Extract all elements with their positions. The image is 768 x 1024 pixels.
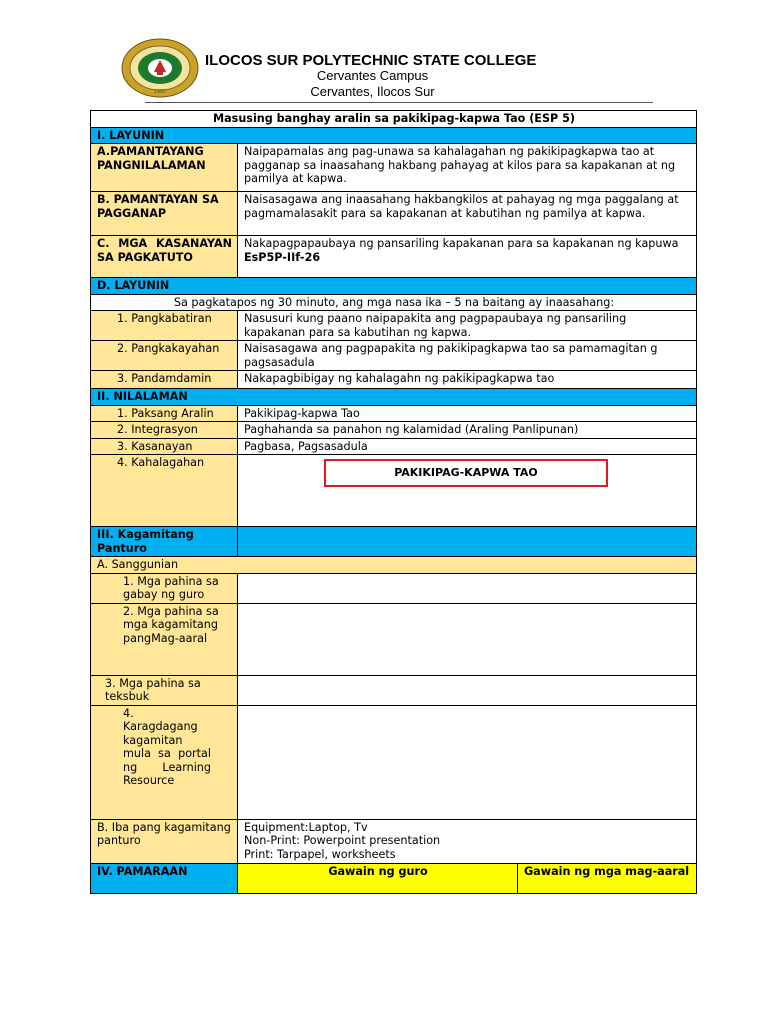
pamantayang-pangnilalaman-label: A.PAMANTAYANG PANGNILALAMAN: [91, 144, 238, 192]
equipment-line: Equipment:Laptop, Tv: [244, 820, 368, 834]
pandamdamin-text: Nakapagbibigay ng kahalagahn ng pakikipagkapwa tao: [238, 371, 697, 389]
competency-code: EsP5P-IIf-26: [244, 250, 321, 264]
pamantayan-sa-pagganap-text: Naisasagawa ang inaasahang hakbangkilos at pahayag ng mga paggalang at pagmamalasakit para sa kapakanan at kabutihan ng pamilya at kapwa.: [238, 192, 697, 236]
campus-location: Cervantes, Ilocos Sur: [310, 84, 435, 99]
sanggunian-label: A. Sanggunian: [91, 557, 697, 574]
pangkakayahan-text: Naisasagawa ang pagpapakita ng pakikipagkapwa tao sa pamamagitan g pagsasadula: [238, 341, 697, 371]
kasanayan-sa-pagkatuto-text: [238, 236, 697, 278]
paksang-aralin-text: Pakikipag-kapwa Tao: [238, 405, 697, 422]
pamantayang-pangnilalaman-text: Naipapamalas ang pag-unawa sa kahalagahan ng pakikipagkapwa tao at pagganap sa inaasahang hakbang pahayag at kilos para sa kapakanan at ng pamilya at kapwa.: [238, 144, 697, 192]
campus-name: Cervantes Campus: [316, 68, 429, 83]
gawain-ng-guro-header: Gawain ng guro: [238, 863, 518, 893]
svg-text:1980: 1980: [153, 89, 167, 95]
section-d-layunin: D. LAYUNIN: [91, 278, 697, 295]
kahalagahan-label: 4. Kahalagahan: [91, 455, 238, 527]
table-title: Masusing banghay aralin sa pakikipag-kapwa Tao (ESP 5): [91, 111, 697, 128]
kahalagahan-box: PAKIKIPAG-KAPWA TAO: [324, 459, 608, 487]
integrasyon-text: Paghahanda sa panahon ng kalamidad (Araling Panlipunan): [238, 422, 697, 439]
kahalagahan-cell: [238, 455, 697, 527]
integrasyon-label: 2. Integrasyon: [91, 422, 238, 439]
print-line: Print: Tarpapel, worksheets: [244, 847, 396, 861]
section-kagamitan-fill: [238, 527, 697, 557]
kasanayan-sa-pagkatuto-label: C. MGA KASANAYAN SA PAGKATUTO: [91, 236, 238, 278]
pangkabatiran-text: Nasusuri kung paano naipapakita ang pagpapaubaya ng pansariling kapakanan para sa kabutihan ng kapwa.: [238, 311, 697, 341]
kasanayan-text: Nakapagpapaubaya ng pansariling kapakanan para sa kapakanan ng kapuwa: [244, 237, 679, 250]
gabay-ng-guro-value: [238, 573, 697, 603]
gabay-ng-guro-label: 1. Mga pahina sa gabay ng guro: [91, 573, 238, 603]
kagamitang-mag-aaral-label: 2. Mga pahina sa mga kagamitang pangMag-aaral: [91, 603, 238, 675]
pandamdamin-label: 3. Pandamdamin: [91, 371, 238, 389]
kagamitang-mag-aaral-value: [238, 603, 697, 675]
section-nilalaman: II. NILALAMAN: [91, 389, 697, 406]
iba-pang-kagamitan-label: B. Iba pang kagamitang panturo: [91, 819, 238, 863]
kasanayan-text-cell: Pagbasa, Pagsasadula: [238, 438, 697, 455]
lesson-plan-table: [90, 110, 697, 894]
section-kagamitan: III. Kagamitang Panturo: [91, 527, 238, 557]
college-name: ILOCOS SUR POLYTECHNIC STATE COLLEGE: [205, 52, 537, 69]
gawain-ng-mag-aaral-header: Gawain ng mga mag-aaral: [518, 863, 697, 893]
non-print-line: Non-Print: Powerpoint presentation: [244, 834, 441, 847]
kasanayan-label: 3. Kasanayan: [91, 438, 238, 455]
header-divider: [145, 102, 653, 103]
karagdagang-kagamitan-value: [238, 705, 697, 819]
section-layunin: I. LAYUNIN: [91, 127, 697, 144]
iba-pang-kagamitan-text: [238, 819, 697, 863]
document-header: [0, 0, 768, 108]
paksang-aralin-label: 1. Paksang Aralin: [91, 405, 238, 422]
teksbuk-label: 3. Mga pahina sa teksbuk: [91, 675, 238, 705]
pangkakayahan-label: 2. Pangkakayahan: [91, 341, 238, 371]
layunin-intro: Sa pagkatapos ng 30 minuto, ang mga nasa ika – 5 na baitang ay inaasahang:: [91, 294, 697, 311]
pangkabatiran-label: 1. Pangkabatiran: [91, 311, 238, 341]
pamantayan-sa-pagganap-label: B. PAMANTAYAN SA PAGGANAP: [91, 192, 238, 236]
karagdagang-kagamitan-label: 4. Karagdagang kagamitan mula sa portal ng Learning Resource: [91, 705, 238, 819]
teksbuk-value: [238, 675, 697, 705]
section-pamaraan: IV. PAMARAAN: [91, 863, 238, 893]
college-seal-icon: [121, 38, 199, 98]
